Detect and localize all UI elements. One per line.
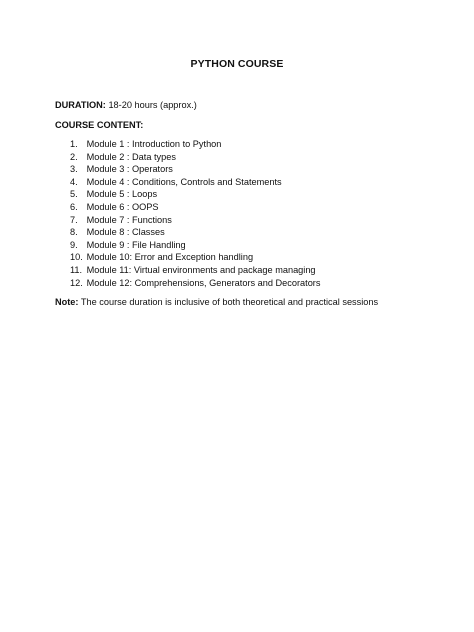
module-number: 4. — [70, 176, 78, 187]
module-item — [70, 251, 320, 264]
module-number: 11. — [70, 264, 83, 275]
module-item — [70, 176, 320, 189]
module-number: 2. — [70, 151, 78, 162]
module-text: Module 1 : Introduction to Python — [86, 139, 222, 149]
module-number: 10. — [70, 252, 83, 263]
module-item — [70, 151, 320, 164]
module-number: 12. — [70, 277, 83, 288]
module-item — [70, 201, 320, 214]
document-title: PYTHON COURSE — [190, 58, 284, 70]
duration-line — [55, 99, 197, 111]
module-number: 9. — [70, 239, 78, 250]
module-item — [70, 163, 320, 176]
module-item — [70, 264, 320, 277]
note-label: Note: — [55, 297, 79, 307]
module-text: Module 4 : Conditions, Controls and Statements — [86, 176, 282, 187]
module-item — [70, 226, 320, 239]
module-text: Module 11: Virtual environments and package managing — [86, 264, 316, 275]
module-text: Module 6 : OOPS — [86, 201, 159, 212]
module-text: Module 12: Comprehensions, Generators and Decorators — [86, 277, 321, 288]
module-text: Module 8 : Classes — [86, 227, 165, 238]
module-item — [70, 277, 320, 290]
module-item — [70, 138, 320, 151]
module-number: 6. — [70, 201, 78, 212]
module-number: 5. — [70, 189, 78, 200]
module-text: Module 10: Error and Exception handling — [86, 252, 254, 263]
module-text: Module 3 : Operators — [86, 164, 173, 175]
module-text: Module 9 : File Handling — [86, 239, 186, 250]
module-number: 3. — [70, 164, 78, 175]
module-number: 7. — [70, 214, 78, 225]
module-list — [70, 138, 320, 289]
course-content-heading: COURSE CONTENT: — [55, 120, 144, 130]
module-text: Module 2 : Data types — [86, 151, 176, 162]
duration-label: DURATION: — [55, 100, 106, 110]
module-item — [70, 188, 320, 201]
module-text: Module 5 : Loops — [86, 189, 158, 200]
note-line — [55, 296, 378, 308]
module-number: 1. — [70, 139, 78, 149]
note-text: The course duration is inclusive of both theoretical and practical sessions — [80, 297, 379, 307]
module-text: Module 7 : Functions — [86, 214, 172, 225]
duration-value: 18-20 hours (approx.) — [108, 100, 197, 110]
module-item — [70, 214, 320, 227]
module-item — [70, 239, 320, 252]
module-number: 8. — [70, 227, 78, 238]
